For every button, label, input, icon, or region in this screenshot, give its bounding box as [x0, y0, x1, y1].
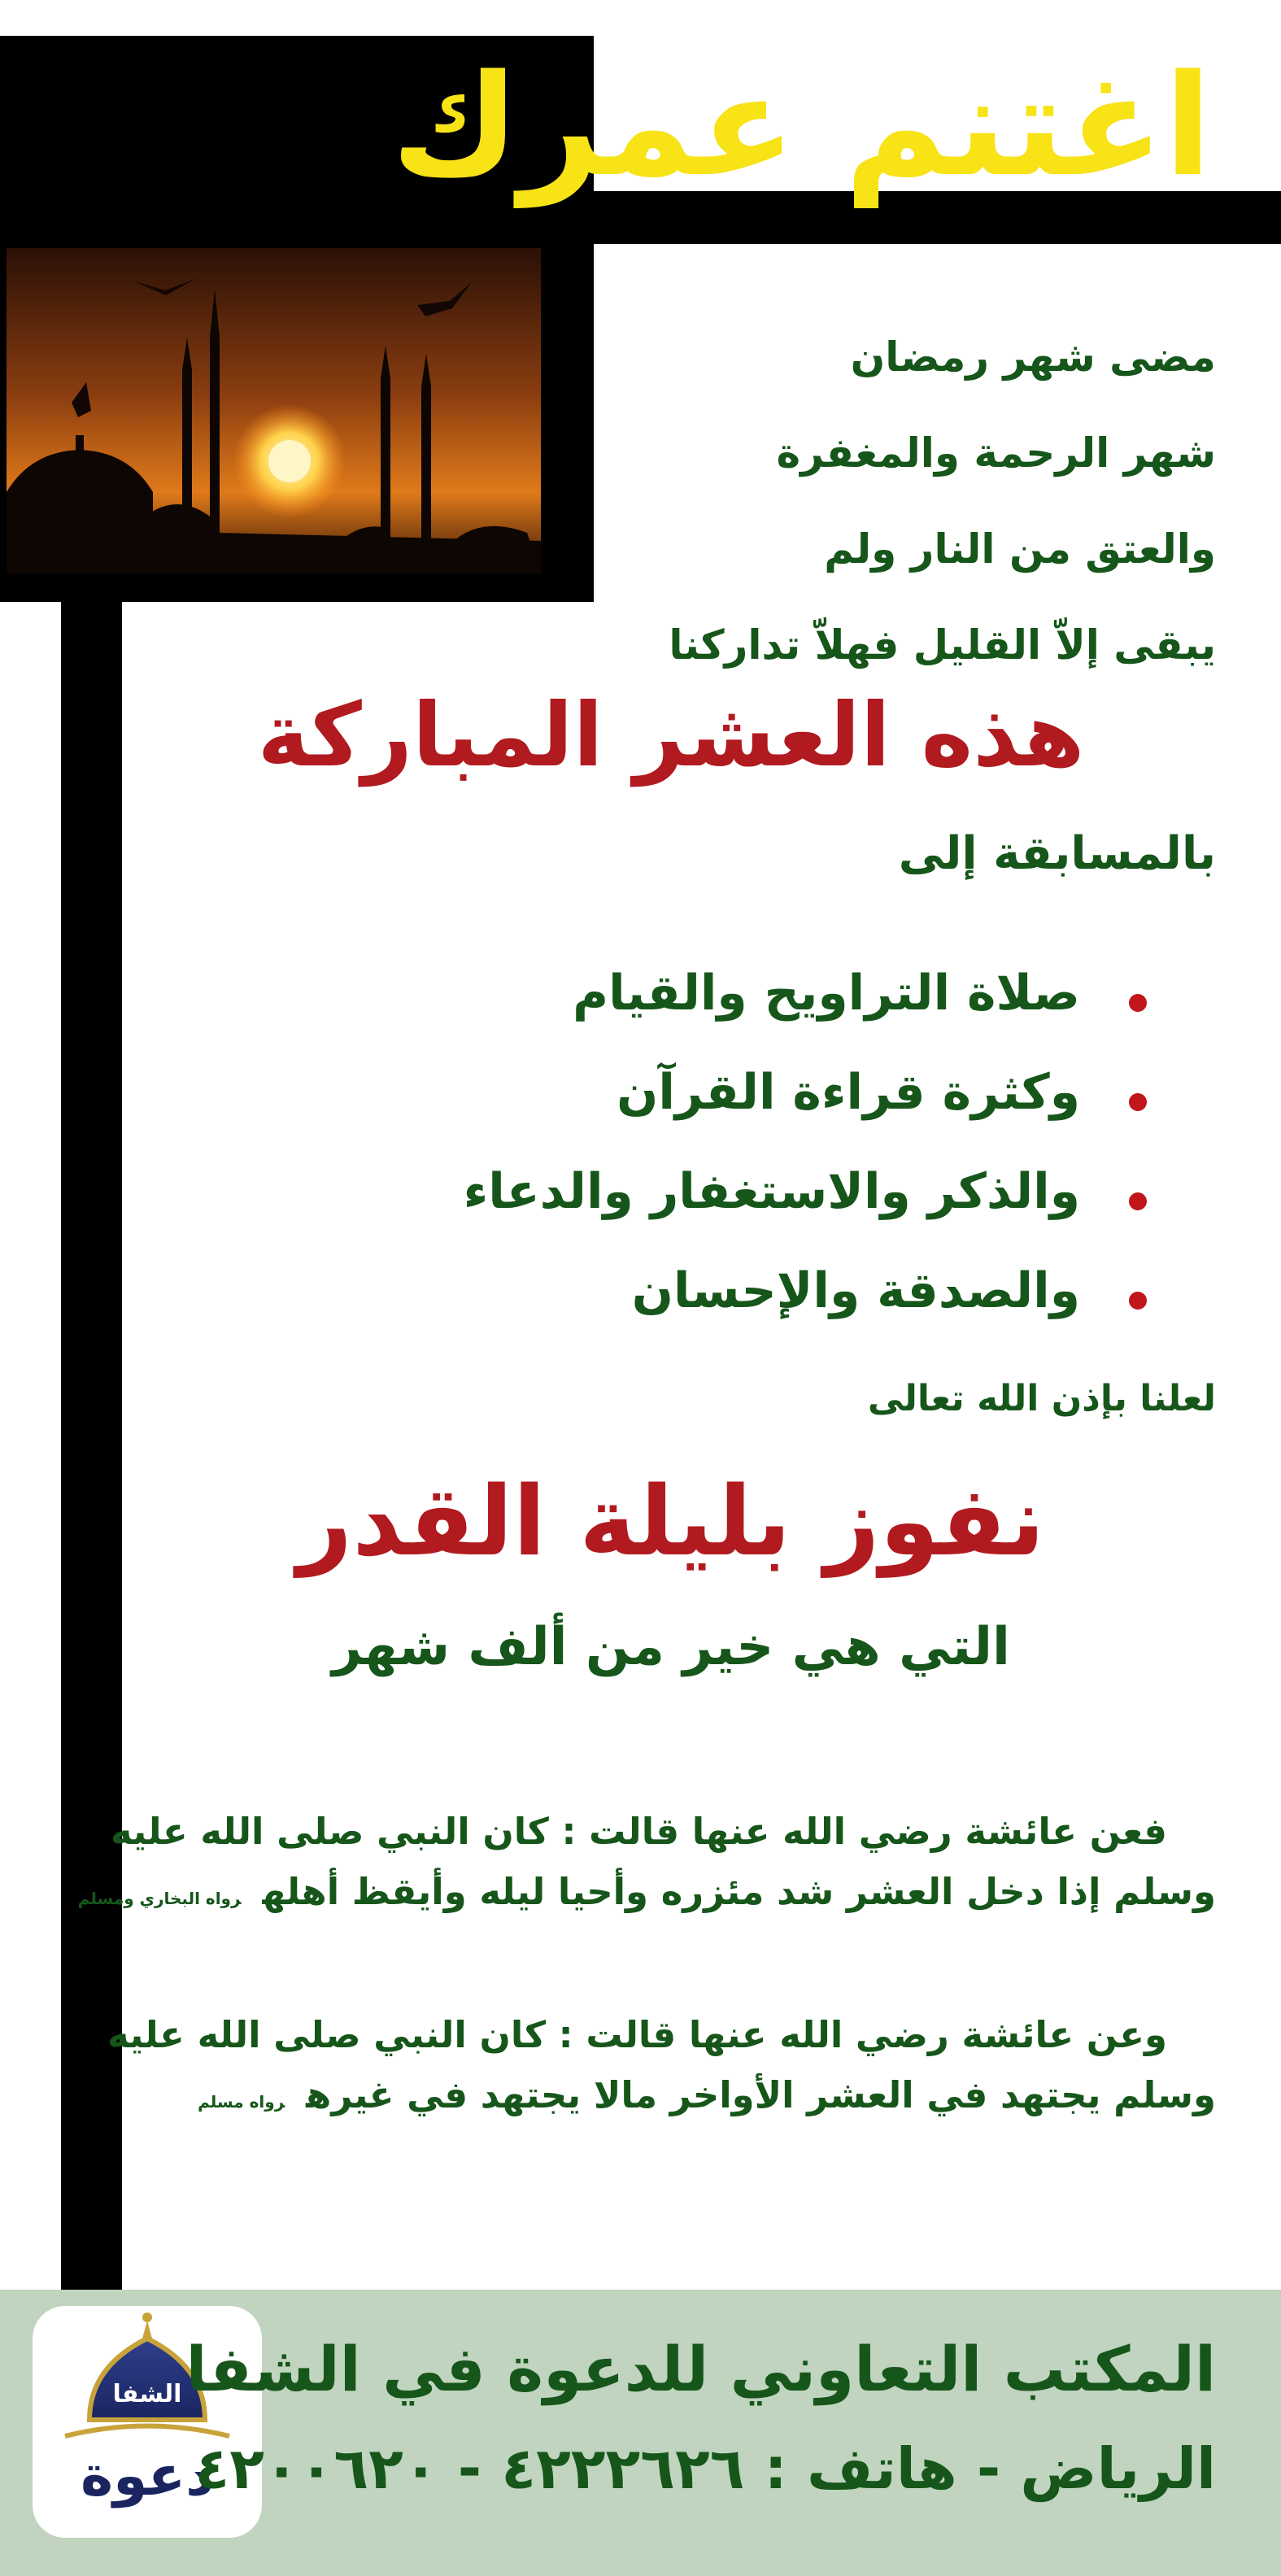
headline-laylat-al-qadr: نفوز بليلة القدر — [297, 1465, 1045, 1577]
hadith-source: رواه مسلم — [198, 2092, 285, 2112]
page-title: اغتنم عمرك — [390, 44, 1212, 207]
mosque-sunset-image — [7, 248, 541, 573]
bullet-icon — [1129, 1192, 1147, 1210]
list-item-label: وكثرة قراءة القرآن — [617, 1064, 1080, 1121]
deeds-list — [423, 944, 1155, 1340]
intro-text — [626, 309, 1216, 693]
hadith-line: وسلم يجتهد في العشر الأواخر مالا يجتهد في غيره — [306, 2073, 1216, 2116]
list-item — [423, 1241, 1155, 1340]
intro-line: يبقى إلاّ القليل فهلاّ تداركنا — [669, 621, 1216, 669]
bullet-icon — [1129, 1093, 1147, 1111]
list-item-label: والصدقة والإحسان — [631, 1262, 1080, 1319]
intro-line: شهر الرحمة والمغفرة — [776, 429, 1216, 477]
hadith-source: رواه البخاري ومسلم — [77, 1889, 242, 1908]
subline-text: التي هي خير من ألف شهر — [332, 1617, 1010, 1677]
hadith-block — [107, 2005, 1216, 2132]
hadith-line: وعن عائشة رضي الله عنها قالت : كان النبي صلى الله عليه — [107, 2013, 1167, 2056]
list-item — [423, 944, 1155, 1043]
list-item-label: صلاة التراويح والقيام — [573, 965, 1080, 1022]
hadith-line-with-source — [77, 1862, 1216, 1929]
hadith-line: فعن عائشة رضي الله عنها قالت : كان النبي صلى الله عليه — [110, 1810, 1167, 1853]
list-item — [423, 1043, 1155, 1142]
list-item — [423, 1142, 1155, 1241]
logo-word-text: دعوة — [80, 2444, 215, 2508]
list-item-label: والذكر والاستغفار والدعاء — [463, 1163, 1080, 1220]
top-white-strip — [0, 0, 1281, 36]
logo-top-text: الشفا — [112, 2380, 182, 2408]
hadith-line: وسلم إذا دخل العشر شد مئزره وأحيا ليله وأيقظ أهله — [262, 1870, 1216, 1913]
hadith-line-with-source — [163, 2065, 1216, 2132]
closing-line: لعلنا بإذن الله تعالى — [867, 1378, 1216, 1419]
intro-line: والعتق من النار ولم — [824, 525, 1216, 573]
lead-in-text: بالمسابقة إلى — [898, 827, 1216, 880]
footer-organization: المكتب التعاوني للدعوة في الشفا — [185, 2333, 1216, 2405]
intro-line: مضى شهر رمضان — [850, 333, 1216, 381]
headline-blessed-ten: هذه العشر المباركة — [257, 685, 1085, 787]
bullet-icon — [1129, 1292, 1147, 1310]
hadith-block — [77, 1802, 1216, 1929]
bullet-icon — [1129, 994, 1147, 1012]
footer-contact: الرياض - هاتف : ٤٢٢٢٦٢٦ - ٤٢٠٠٦٢٠ — [194, 2435, 1216, 2502]
